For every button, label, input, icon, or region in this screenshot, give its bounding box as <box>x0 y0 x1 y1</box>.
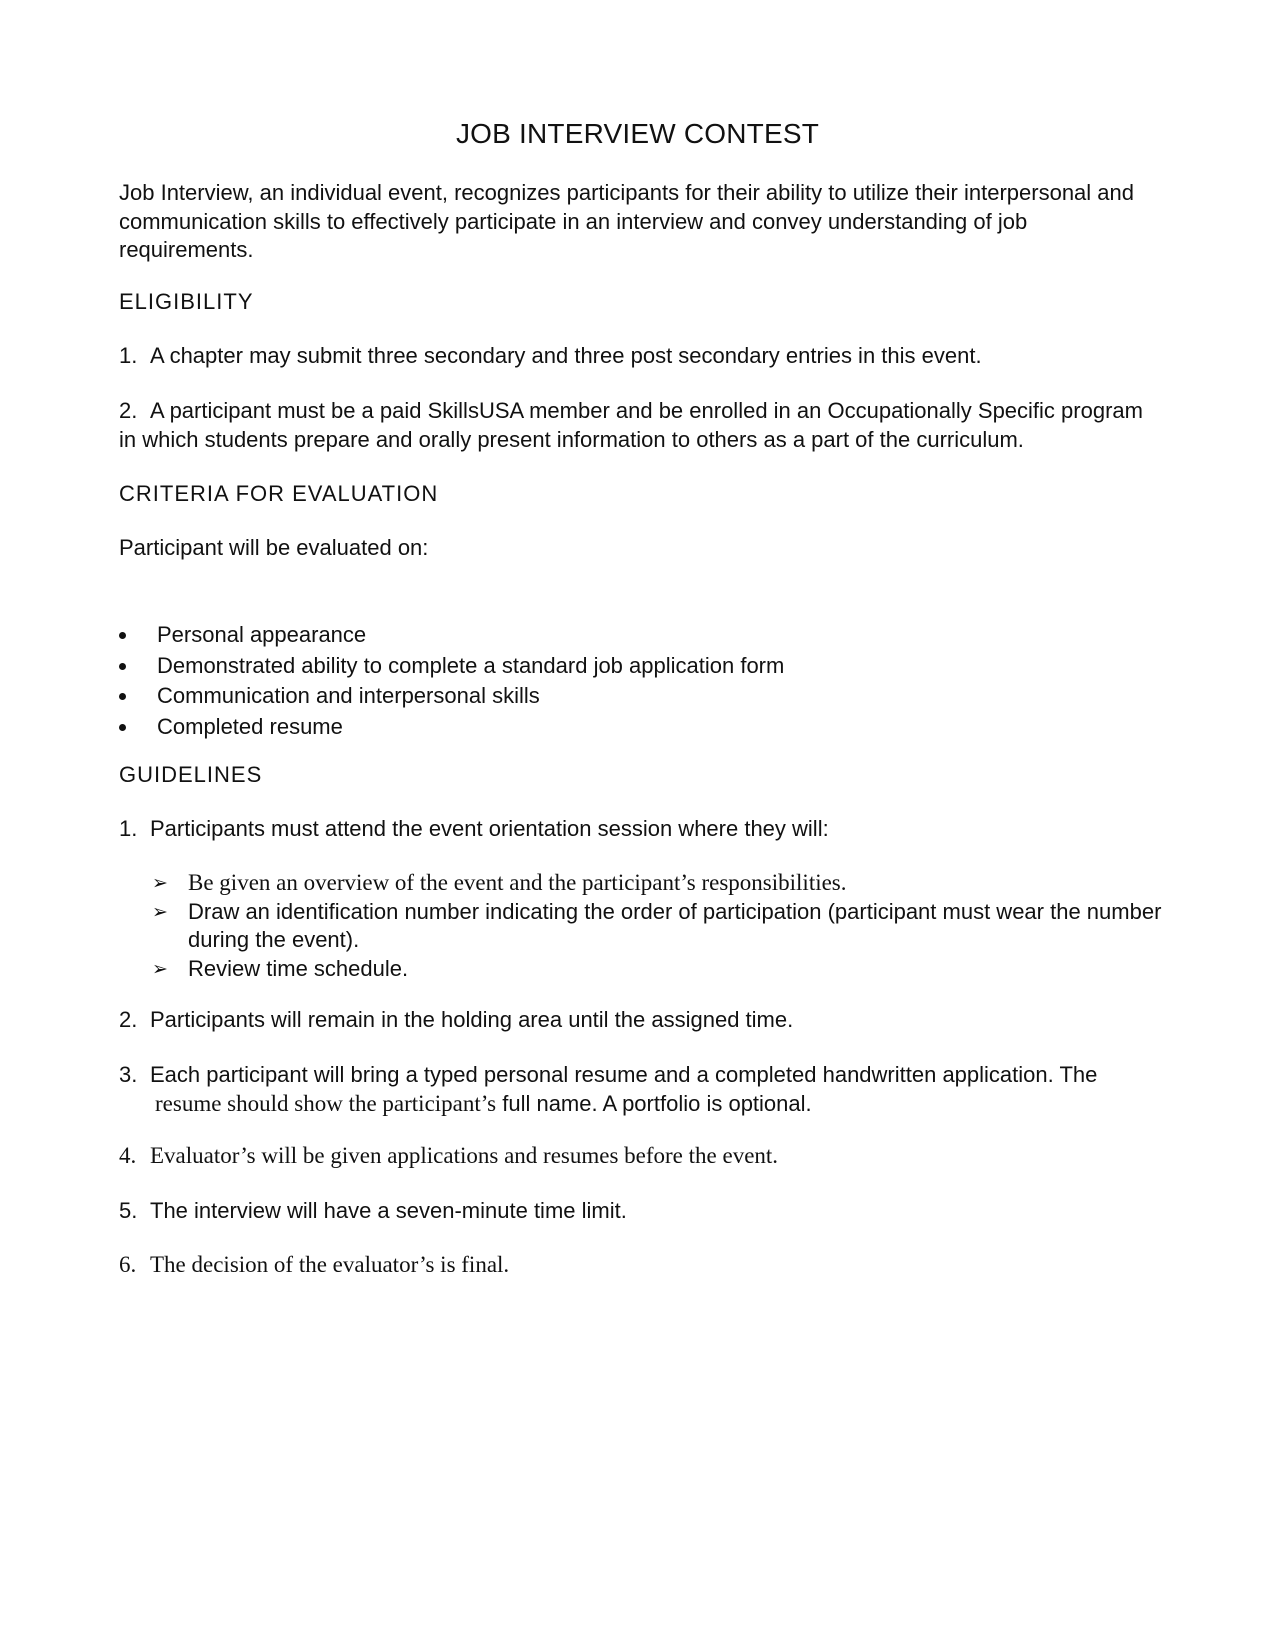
criteria-bullet-item <box>119 651 784 682</box>
guideline-item-3-text: Each participant will bring a typed personal resume and a completed handwritten application. The <box>150 1062 1098 1087</box>
criteria-heading: CRITERIA FOR EVALUATION <box>119 481 439 506</box>
guideline-item-2 <box>119 1006 1159 1035</box>
guidelines-heading: GUIDELINES <box>119 762 263 787</box>
eligibility-heading: ELIGIBILITY <box>119 289 254 314</box>
intro-paragraph: Job Interview, an individual event, recognizes participants for their ability to utilize their interpersonal and communication skills to effectively participate in an interview and convey understanding of job requirements. <box>119 180 1134 262</box>
guideline-item-1 <box>119 815 1159 844</box>
arrow-bullet-icon: ➢ <box>152 957 168 980</box>
guideline-sub-item <box>152 869 1162 898</box>
criteria-bullet-item <box>119 681 784 712</box>
criteria-bullet-text: Communication and interpersonal skills <box>157 683 540 708</box>
criteria-bullet-text: Personal appearance <box>157 622 367 647</box>
criteria-bullet-list <box>119 620 784 742</box>
guideline-sub-item <box>152 898 1162 955</box>
guideline-sub-item-text: Be given an overview of the event and the participant’s responsibilities. <box>188 870 847 895</box>
guideline-item-2-number: 2. <box>119 1007 138 1032</box>
guideline-item-4-text: Evaluator’s will be given applications and resumes before the event. <box>150 1143 779 1168</box>
guideline-item-1-number: 1. <box>119 816 138 841</box>
criteria-bullet-text: Completed resume <box>157 713 343 739</box>
guideline-item-5-number: 5. <box>119 1198 138 1223</box>
guideline-item-6-text: The decision of the evaluator’s is final. <box>150 1252 510 1277</box>
guideline-sub-item <box>152 955 1162 984</box>
criteria-bullet-item <box>119 712 784 743</box>
bullet-icon <box>119 632 126 639</box>
bullet-icon <box>119 724 126 731</box>
eligibility-item-2-text: A participant must be a paid SkillsUSA member and be enrolled in an Occupationally Specific program in which students prepare and orally present information to others as a part of the curriculum. <box>119 398 1143 452</box>
bullet-icon <box>119 663 126 670</box>
criteria-bullet-text: Demonstrated ability to complete a standard job application form <box>157 652 785 678</box>
arrow-bullet-icon: ➢ <box>152 872 168 894</box>
eligibility-item-2 <box>119 397 1159 454</box>
guideline-sub-list <box>152 869 1162 983</box>
guideline-item-6 <box>119 1251 1159 1280</box>
guideline-item-4-number: 4. <box>119 1143 137 1168</box>
bullet-icon <box>119 693 126 700</box>
eligibility-item-2-number: 2. <box>119 398 138 423</box>
guideline-item-2-text: Participants will remain in the holding area until the assigned time. <box>150 1007 794 1032</box>
guideline-item-3-number: 3. <box>119 1062 138 1087</box>
criteria-bullet-item <box>119 620 784 651</box>
eligibility-item-1 <box>119 342 1159 371</box>
guideline-item-3-serif-text: resume should show the participant’s <box>155 1090 497 1116</box>
criteria-lead: Participant will be evaluated on: <box>119 535 429 560</box>
guideline-item-3-sans-text: full name. A portfolio is optional. <box>496 1090 812 1116</box>
eligibility-item-1-number: 1. <box>119 343 138 368</box>
guideline-sub-item-text: Draw an identification number indicating the order of participation (participant must wear the number during the event). <box>188 898 1162 952</box>
guideline-item-5-text: The interview will have a seven-minute time limit. <box>150 1198 627 1223</box>
guideline-item-3 <box>119 1061 1159 1118</box>
guideline-item-4 <box>119 1142 1159 1171</box>
guideline-item-6-number: 6. <box>119 1252 137 1277</box>
eligibility-item-1-text: A chapter may submit three secondary and three post secondary entries in this event. <box>150 343 982 368</box>
guideline-item-1-text: Participants must attend the event orientation session where they will: <box>150 816 829 841</box>
guideline-sub-item-text: Review time schedule. <box>188 955 409 981</box>
arrow-bullet-icon: ➢ <box>152 900 168 923</box>
page-title: JOB INTERVIEW CONTEST <box>455 118 820 149</box>
guideline-item-5 <box>119 1197 1159 1226</box>
